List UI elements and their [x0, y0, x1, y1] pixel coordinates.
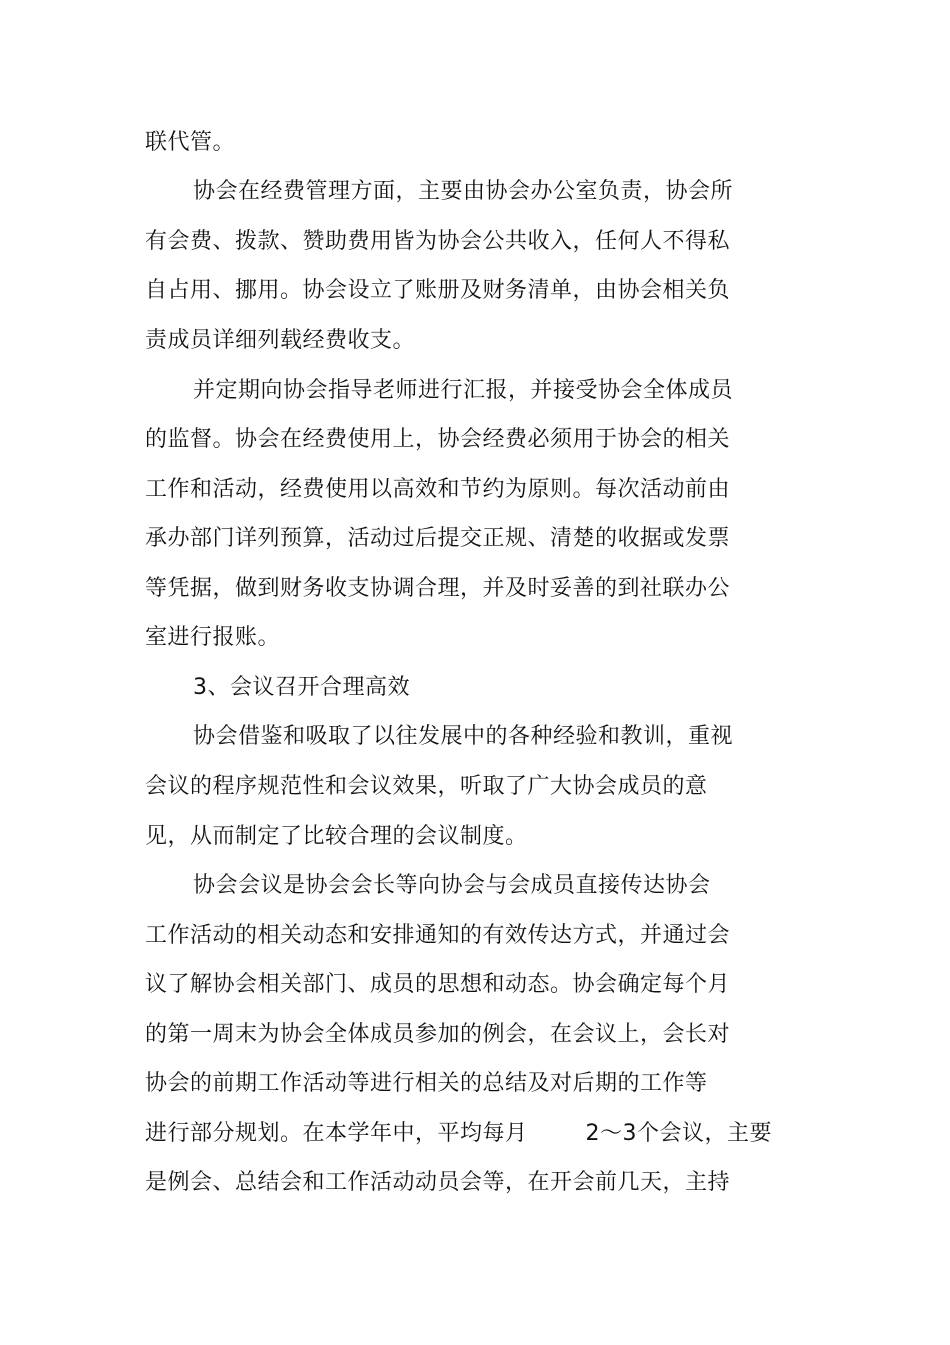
paragraph-first-line: 协会在经费管理方面，主要由协会办公室负责，协会所	[193, 179, 734, 204]
paragraph-first-line: 协会会议是协会会长等向协会与会成员直接传达协会	[193, 873, 711, 898]
text-line: 的监督。协会在经费使用上，协会经费必须用于协会的相关	[145, 427, 731, 452]
text-line: 责成员详细列载经费收支。	[145, 328, 416, 353]
text-line: 的第一周末为协会全体成员参加的例会，在会议上，会长对	[145, 1022, 731, 1047]
text-line: 工作活动的相关动态和安排通知的有效传达方式，并通过会	[145, 923, 731, 948]
paragraph-first-line: 并定期向协会指导老师进行汇报，并接受协会全体成员	[193, 378, 734, 403]
text-line: 协会的前期工作活动等进行相关的总结及对后期的工作等	[145, 1071, 708, 1096]
paragraph-first-line: 协会借鉴和吸取了以往发展中的各种经验和教训，重视	[193, 724, 734, 749]
text-line: 联代管。	[145, 130, 236, 155]
text-line: 会议的程序规范性和会议效果，听取了广大协会成员的意	[145, 774, 708, 799]
text-line: 自占用、挪用。协会设立了账册及财务清单，由协会相关负	[145, 278, 731, 303]
text-line: 工作和活动，经费使用以高效和节约为原则。每次活动前由	[145, 477, 731, 502]
text-line: 议了解协会相关部门、成员的思想和动态。协会确定每个月	[145, 972, 731, 997]
section-heading: 3、会议召开合理高效	[193, 675, 410, 700]
text-segment: 进行部分规划。在本学年中，平均每月	[145, 1121, 528, 1146]
text-line: 等凭据，做到财务收支协调合理，并及时妥善的到社联办公	[145, 576, 731, 601]
text-line: 是例会、总结会和工作活动动员会等，在开会前几天，主持	[145, 1170, 731, 1195]
text-line: 承办部门详列预算，活动过后提交正规、清楚的收据或发票	[145, 526, 731, 551]
text-line: 有会费、拨款、赞助费用皆为协会公共收入，任何人不得私	[145, 229, 731, 254]
text-segment: 2～3个会议，主要	[585, 1121, 773, 1146]
text-line: 见，从而制定了比较合理的会议制度。	[145, 824, 528, 849]
text-line: 室进行报账。	[145, 625, 281, 650]
text-line-with-gap	[145, 1118, 772, 1150]
